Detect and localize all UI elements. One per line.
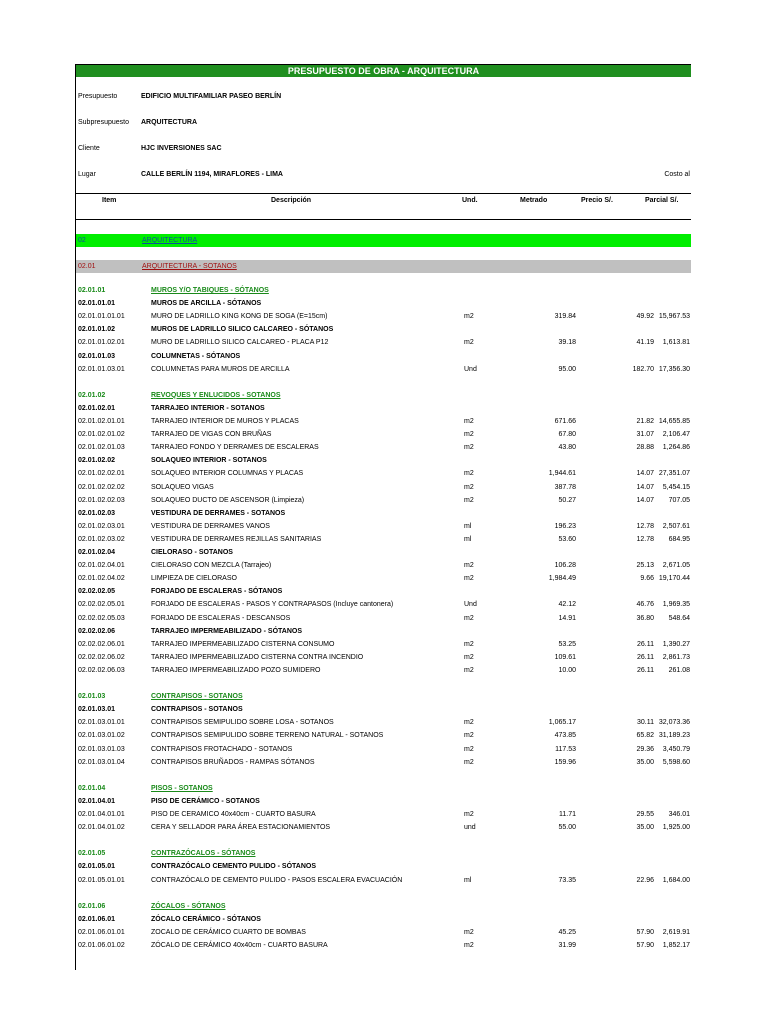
- item-parcial: 707.05: [668, 496, 690, 504]
- item-unit: m2: [464, 614, 474, 622]
- meta-label: Lugar: [78, 171, 96, 178]
- item-unit: m2: [464, 928, 474, 936]
- subsection-row: [76, 402, 691, 415]
- table-row: [76, 415, 691, 428]
- item-description: FORJADO DE ESCALERAS - SÓTANOS: [151, 588, 283, 596]
- item-code: 02.01.02.03: [78, 509, 115, 517]
- table-row: [76, 467, 691, 480]
- table-row: [76, 874, 691, 887]
- item-unit: m2: [464, 418, 474, 425]
- item-code: 02.01.01.02: [78, 326, 115, 334]
- section-row: [76, 690, 691, 703]
- item-description: MURO DE LADRILLO KING KONG DE SOGA (E=15cm): [151, 313, 328, 321]
- item-description: TARRAJEO IMPERMEABILIZADO - SÓTANOS: [151, 627, 303, 635]
- item-code: 02.01.02.01: [78, 404, 115, 412]
- item-metrado: 10.00: [558, 666, 576, 674]
- item-description: ZÓCALO DE CERÁMICO 40x40cm - CUARTO BASURA: [151, 942, 328, 949]
- item-unit: m2: [464, 444, 474, 452]
- item-metrado: 473.85: [554, 732, 576, 740]
- table-row: [76, 572, 691, 585]
- item-parcial: 1,613.81: [662, 339, 690, 347]
- item-code: 02.01.04.01: [78, 797, 115, 805]
- column-header-row: [76, 197, 691, 209]
- item-parcial: 14,655.85: [658, 418, 690, 425]
- section-band-02: [76, 234, 691, 247]
- item-metrado: 67.80: [558, 431, 576, 439]
- item-precio: 12.78: [636, 522, 654, 530]
- table-row: [76, 520, 691, 533]
- subsection-row: [76, 703, 691, 716]
- table-row: [76, 716, 691, 729]
- item-metrado: 1,065.17: [548, 719, 576, 727]
- item-description: SOLAQUEO VIGAS: [151, 483, 214, 491]
- subsection-row: [76, 860, 691, 873]
- table-row: [76, 612, 691, 625]
- table-row: [76, 729, 691, 742]
- item-description: FORJADO DE ESCALERAS - DESCANSOS: [151, 614, 291, 622]
- item-code: 02.01.02.02.03: [78, 496, 125, 504]
- item-code: 02.02.02.06: [78, 627, 115, 635]
- item-precio: 25.13: [636, 562, 654, 570]
- item-code: 02.01.01.03: [78, 352, 115, 360]
- item-description: CONTRAPISOS - SOTANOS: [151, 706, 243, 714]
- item-description: CONTRAPISOS BRUÑADOS - RAMPAS SÓTANOS: [151, 758, 315, 766]
- table-row: [76, 363, 691, 376]
- item-code: 02.01.03.01.02: [78, 732, 125, 740]
- item-precio: 46.76: [636, 601, 654, 609]
- item-description: COLUMNETAS - SÓTANOS: [151, 352, 241, 360]
- item-code: 02.01.02.02.01: [78, 470, 125, 478]
- item-precio: 14.07: [636, 483, 654, 491]
- item-metrado: 42.12: [558, 601, 576, 609]
- band-item: 02: [78, 237, 86, 244]
- item-unit: m2: [464, 562, 474, 570]
- item-parcial: 32,073.36: [658, 719, 690, 727]
- item-parcial: 2,106.47: [662, 431, 690, 439]
- item-unit: m2: [464, 483, 474, 491]
- item-metrado: 671.66: [554, 418, 576, 425]
- table-row: [76, 428, 691, 441]
- item-code: 02.01.04: [78, 784, 106, 792]
- item-metrado: 196.23: [554, 522, 576, 530]
- item-metrado: 109.61: [554, 653, 576, 661]
- table-row: [76, 310, 691, 323]
- item-unit: m2: [464, 339, 474, 347]
- item-code: 02.01.03: [78, 693, 106, 701]
- item-precio: 9.66: [640, 575, 654, 583]
- sheet-title: PRESUPUESTO DE OBRA - ARQUITECTURA: [76, 65, 691, 77]
- table-row: [76, 598, 691, 611]
- item-code: 02.01.01.02.01: [78, 339, 125, 347]
- item-unit: m2: [464, 758, 474, 766]
- col-metrado-header: Metrado: [520, 197, 548, 204]
- item-description: FORJADO DE ESCALERAS - PASOS Y CONTRAPASOS (Incluye cantonera): [151, 601, 394, 609]
- item-description: TARRAJEO IMPERMEABILIZADO CISTERNA CONTRA INCENDIO: [151, 653, 364, 661]
- item-description: TARRAJEO IMPERMEABILIZADO CISTERNA CONSUMO: [151, 640, 335, 648]
- item-description: CONTRAPISOS SEMIPULIDO SOBRE LOSA - SOTANOS: [151, 719, 334, 727]
- item-precio: 29.55: [636, 811, 654, 818]
- subsection-row: [76, 625, 691, 638]
- item-parcial: 5,454.15: [662, 483, 690, 491]
- item-metrado: 45.25: [558, 928, 576, 936]
- item-code: 02.02.02.05.01: [78, 601, 125, 609]
- table-row: [76, 926, 691, 939]
- item-parcial: 261.08: [668, 666, 690, 674]
- item-metrado: 95.00: [558, 365, 576, 373]
- item-description: CIELORASO - SOTANOS: [151, 549, 233, 556]
- costo-al-label: Costo al: [664, 171, 690, 178]
- item-metrado: 1,944.61: [548, 470, 576, 478]
- item-description: CONTRAPISOS SEMIPULIDO SOBRE TERRENO NATURAL - SOTANOS: [151, 732, 384, 740]
- item-unit: m2: [464, 431, 474, 439]
- item-precio: 28.88: [636, 444, 654, 452]
- meta-value: ARQUITECTURA: [141, 119, 197, 126]
- item-code: 02.01.02.04.02: [78, 575, 125, 583]
- item-parcial: 548.64: [668, 614, 690, 622]
- item-unit: m2: [464, 575, 474, 583]
- item-metrado: 1,984.49: [548, 575, 576, 583]
- item-metrado: 53.60: [558, 535, 576, 543]
- item-code: 02.01.02.01.02: [78, 431, 125, 439]
- item-code: 02.02.02.05.03: [78, 614, 125, 622]
- section-row: [76, 847, 691, 860]
- table-row: [76, 494, 691, 507]
- table-row: [76, 651, 691, 664]
- item-parcial: 1,264.86: [662, 444, 690, 452]
- item-metrado: 55.00: [558, 824, 576, 832]
- item-code: 02.01.03.01.01: [78, 719, 125, 727]
- item-parcial: 2,507.61: [662, 522, 690, 530]
- item-description: PISOS - SOTANOS: [151, 784, 213, 792]
- item-description: VESTIDURA DE DERRAMES VANOS: [151, 522, 270, 530]
- item-code: 02.01.05.01: [78, 863, 115, 871]
- item-metrado: 14.91: [558, 614, 576, 622]
- item-precio: 31.07: [636, 431, 654, 439]
- band-desc: ARQUITECTURA: [142, 237, 198, 244]
- item-unit: Und: [464, 365, 477, 373]
- item-description: SOLAQUEO DUCTO DE ASCENSOR (Limpieza): [151, 496, 305, 504]
- item-unit: m2: [464, 745, 474, 753]
- table-row: [76, 481, 691, 494]
- item-precio: 35.00: [636, 758, 654, 766]
- item-description: TARRAJEO INTERIOR - SOTANOS: [151, 404, 265, 412]
- table-row: [76, 808, 691, 821]
- meta-value: CALLE BERLÍN 1194, MIRAFLORES - LIMA: [141, 171, 283, 178]
- item-metrado: 11.71: [559, 811, 576, 818]
- table-row: [76, 939, 691, 952]
- item-parcial: 1,390.27: [662, 640, 690, 648]
- item-description: SOLAQUEO INTERIOR - SOTANOS: [151, 457, 267, 465]
- subsection-row: [76, 585, 691, 598]
- item-description: VESTIDURA DE DERRAMES - SOTANOS: [151, 509, 286, 517]
- item-code: 02.01.02.02: [78, 457, 115, 465]
- header-top-rule: [76, 193, 691, 194]
- item-precio: 57.90: [636, 928, 654, 936]
- item-description: MUROS Y/O TABIQUES - SÓTANOS: [151, 287, 269, 294]
- item-precio: 65.82: [636, 732, 654, 740]
- item-code: 02.02.02.06.02: [78, 653, 125, 661]
- subsection-row: [76, 454, 691, 467]
- item-code: 02.01.03.01.04: [78, 758, 125, 766]
- table-row: [76, 664, 691, 677]
- item-precio: 26.11: [637, 666, 654, 674]
- item-unit: Und: [464, 601, 477, 609]
- item-parcial: 2,671.05: [662, 562, 690, 570]
- item-description: SOLAQUEO INTERIOR COLUMNAS Y PLACAS: [151, 470, 304, 478]
- item-unit: m2: [464, 313, 474, 321]
- item-precio: 49.92: [636, 313, 654, 321]
- item-description: VESTIDURA DE DERRAMES REJILLAS SANITARIAS: [151, 535, 322, 543]
- item-code: 02.02.02.05: [78, 588, 115, 596]
- section-band-0201: [76, 260, 691, 273]
- item-description: REVOQUES Y ENLUCIDOS - SOTANOS: [151, 391, 281, 399]
- item-description: MURO DE LADRILLO SILICO CALCAREO - PLACA P12: [151, 339, 329, 347]
- meta-value: EDIFICIO MULTIFAMILIAR PASEO BERLÍN: [141, 93, 282, 100]
- item-description: CERA Y SELLADOR PARA ÁREA ESTACIONAMIENTOS: [151, 824, 331, 832]
- item-unit: m2: [464, 811, 474, 818]
- item-code: 02.01.04.01.01: [78, 811, 125, 818]
- item-unit: m2: [464, 942, 474, 949]
- item-code: 02.01.05.01.01: [78, 876, 125, 884]
- subsection-row: [76, 507, 691, 520]
- item-precio: 22.96: [636, 876, 654, 884]
- subsection-row: [76, 546, 691, 559]
- header-bottom-rule: [76, 219, 691, 220]
- table-row: [76, 743, 691, 756]
- band-item: 02.01: [78, 263, 96, 270]
- item-parcial: 684.95: [668, 535, 690, 543]
- subsection-row: [76, 297, 691, 310]
- item-metrado: 53.25: [558, 640, 576, 648]
- item-description: COLUMNETAS PARA MUROS DE ARCILLA: [151, 365, 290, 373]
- item-parcial: 1,852.17: [662, 942, 690, 949]
- item-code: 02.01.06.01.02: [78, 942, 125, 949]
- item-precio: 30.11: [637, 719, 654, 727]
- item-metrado: 39.18: [558, 339, 576, 347]
- item-code: 02.01.02.04.01: [78, 562, 125, 570]
- section-row: [76, 284, 691, 297]
- item-parcial: 3,450.79: [662, 745, 690, 753]
- item-unit: m2: [464, 640, 474, 648]
- item-precio: 26.11: [637, 640, 654, 648]
- item-unit: m2: [464, 719, 474, 727]
- item-metrado: 31.99: [558, 942, 576, 949]
- item-description: ZÓCALO CERÁMICO - SÓTANOS: [151, 915, 261, 923]
- item-parcial: 17,356.30: [658, 365, 690, 373]
- item-metrado: 117.53: [555, 745, 576, 753]
- item-metrado: 50.27: [558, 496, 576, 504]
- item-unit: m2: [464, 732, 474, 740]
- table-row: [76, 441, 691, 454]
- col-item-header: Item: [102, 197, 117, 204]
- item-description: CONTRAZÓCALO DE CEMENTO PULIDO - PASOS ESCALERA EVACUACIÓN: [151, 876, 403, 884]
- meta-label: Subpresupuesto: [78, 119, 129, 126]
- item-code: 02.01.04.01.02: [78, 824, 125, 832]
- item-description: TARRAJEO FONDO Y DERRAMES DE ESCALERAS: [151, 444, 319, 452]
- item-description: MUROS DE LADRILLO SILICO CALCAREO - SÓTANOS: [151, 326, 334, 334]
- col-desc-header: Descripción: [271, 197, 312, 204]
- item-metrado: 73.35: [558, 876, 576, 884]
- item-code: 02.01.02.04: [78, 549, 115, 556]
- item-code: 02.01.02.03.01: [78, 522, 125, 530]
- item-code: 02.01.01.03.01: [78, 365, 125, 373]
- item-parcial: 5,598.60: [662, 758, 690, 766]
- col-precio-header: Precio S/.: [581, 197, 613, 204]
- item-parcial: 31,189.23: [658, 732, 690, 740]
- item-code: 02.01.02.01.03: [78, 444, 125, 452]
- item-parcial: 2,619.91: [662, 928, 690, 936]
- item-precio: 14.07: [636, 496, 654, 504]
- col-parcial-header: Parcial S/.: [645, 197, 679, 204]
- item-metrado: 387.78: [554, 483, 576, 491]
- item-precio: 41.19: [636, 339, 654, 347]
- item-code: 02.02.02.06.03: [78, 666, 125, 674]
- subsection-row: [76, 323, 691, 336]
- table-row: [76, 638, 691, 651]
- item-code: 02.01.03.01: [78, 706, 115, 714]
- item-description: MUROS DE ARCILLA - SÓTANOS: [151, 300, 262, 308]
- item-code: 02.01.02.03.02: [78, 535, 125, 543]
- item-code: 02.01.06.01: [78, 915, 115, 923]
- band-desc: ARQUITECTURA - SOTANOS: [142, 263, 237, 270]
- item-description: PISO DE CERAMICO 40x40cm - CUARTO BASURA: [151, 811, 316, 818]
- item-precio: 29.36: [636, 745, 654, 753]
- item-unit: m2: [464, 666, 474, 674]
- subsection-row: [76, 350, 691, 363]
- item-parcial: 1,969.35: [662, 601, 690, 609]
- subsection-row: [76, 795, 691, 808]
- section-row: [76, 389, 691, 402]
- item-description: ZÓCALOS - SÓTANOS: [151, 902, 226, 910]
- item-code: 02.01.03.01.03: [78, 745, 125, 753]
- item-description: CONTRAZÓCALO CEMENTO PULIDO - SÓTANOS: [151, 863, 317, 871]
- item-unit: m2: [464, 653, 474, 661]
- item-code: 02.01.01.01: [78, 300, 115, 308]
- item-parcial: 1,925.00: [662, 824, 690, 832]
- item-unit: ml: [464, 522, 472, 530]
- item-code: 02.01.01: [78, 287, 106, 294]
- item-metrado: 159.96: [554, 758, 576, 766]
- item-code: 02.01.02: [78, 391, 106, 399]
- table-row: [76, 533, 691, 546]
- item-precio: 36.80: [636, 614, 654, 622]
- item-parcial: 27,351.07: [658, 470, 690, 478]
- item-metrado: 106.28: [554, 562, 576, 570]
- item-code: 02.01.05: [78, 850, 106, 858]
- item-code: 02.01.01.01.01: [78, 313, 125, 321]
- item-parcial: 346.01: [668, 811, 690, 818]
- item-precio: 35.00: [636, 824, 654, 832]
- section-row: [76, 900, 691, 913]
- col-und-header: Und.: [462, 197, 478, 204]
- item-description: ZOCALO DE CERÁMICO CUARTO DE BOMBAS: [151, 928, 306, 936]
- item-code: 02.02.02.06.01: [78, 640, 125, 648]
- item-description: TARRAJEO IMPERMEABILIZADO POZO SUMIDERO: [151, 666, 321, 674]
- item-description: CONTRAZÓCALOS - SÓTANOS: [151, 850, 256, 858]
- item-precio: 14.07: [636, 470, 654, 478]
- item-unit: ml: [464, 876, 472, 884]
- item-description: CONTRAPISOS FROTACHADO - SOTANOS: [151, 745, 293, 753]
- item-metrado: 43.80: [558, 444, 576, 452]
- item-unit: m2: [464, 470, 474, 478]
- meta-value: HJC INVERSIONES SAC: [141, 145, 222, 152]
- subsection-row: [76, 913, 691, 926]
- section-row: [76, 782, 691, 795]
- item-precio: 12.78: [636, 535, 654, 543]
- item-parcial: 1,684.00: [662, 876, 690, 884]
- item-parcial: 15,967.53: [658, 313, 690, 321]
- item-code: 02.01.06: [78, 902, 106, 910]
- item-precio: 57.90: [636, 942, 654, 949]
- item-precio: 21.82: [636, 418, 654, 425]
- table-row: [76, 336, 691, 349]
- item-precio: 26.11: [637, 653, 654, 661]
- item-parcial: 2,861.73: [662, 653, 690, 661]
- item-description: TARRAJEO INTERIOR DE MUROS Y PLACAS: [151, 418, 299, 425]
- item-code: 02.01.02.01.01: [78, 418, 125, 425]
- item-precio: 182.70: [632, 365, 654, 373]
- table-row: [76, 559, 691, 572]
- table-row: [76, 821, 691, 834]
- item-parcial: 19,170.44: [658, 575, 690, 583]
- meta-label: Cliente: [78, 145, 100, 152]
- table-row: [76, 756, 691, 769]
- item-description: TARRAJEO DE VIGAS CON BRUÑAS: [151, 431, 272, 439]
- item-code: 02.01.06.01.01: [78, 928, 125, 936]
- item-unit: m2: [464, 496, 474, 504]
- item-description: PISO DE CERÁMICO - SOTANOS: [151, 797, 260, 805]
- item-unit: und: [464, 824, 476, 832]
- item-description: LIMPIEZA DE CIELORASO: [151, 575, 237, 583]
- item-metrado: 319.84: [554, 313, 576, 321]
- item-description: CONTRAPISOS - SOTANOS: [151, 693, 243, 701]
- item-description: CIELORASO CON MEZCLA (Tarrajeo): [151, 562, 272, 570]
- meta-label: Presupuesto: [78, 93, 118, 100]
- item-unit: ml: [464, 535, 472, 543]
- item-code: 02.01.02.02.02: [78, 483, 125, 491]
